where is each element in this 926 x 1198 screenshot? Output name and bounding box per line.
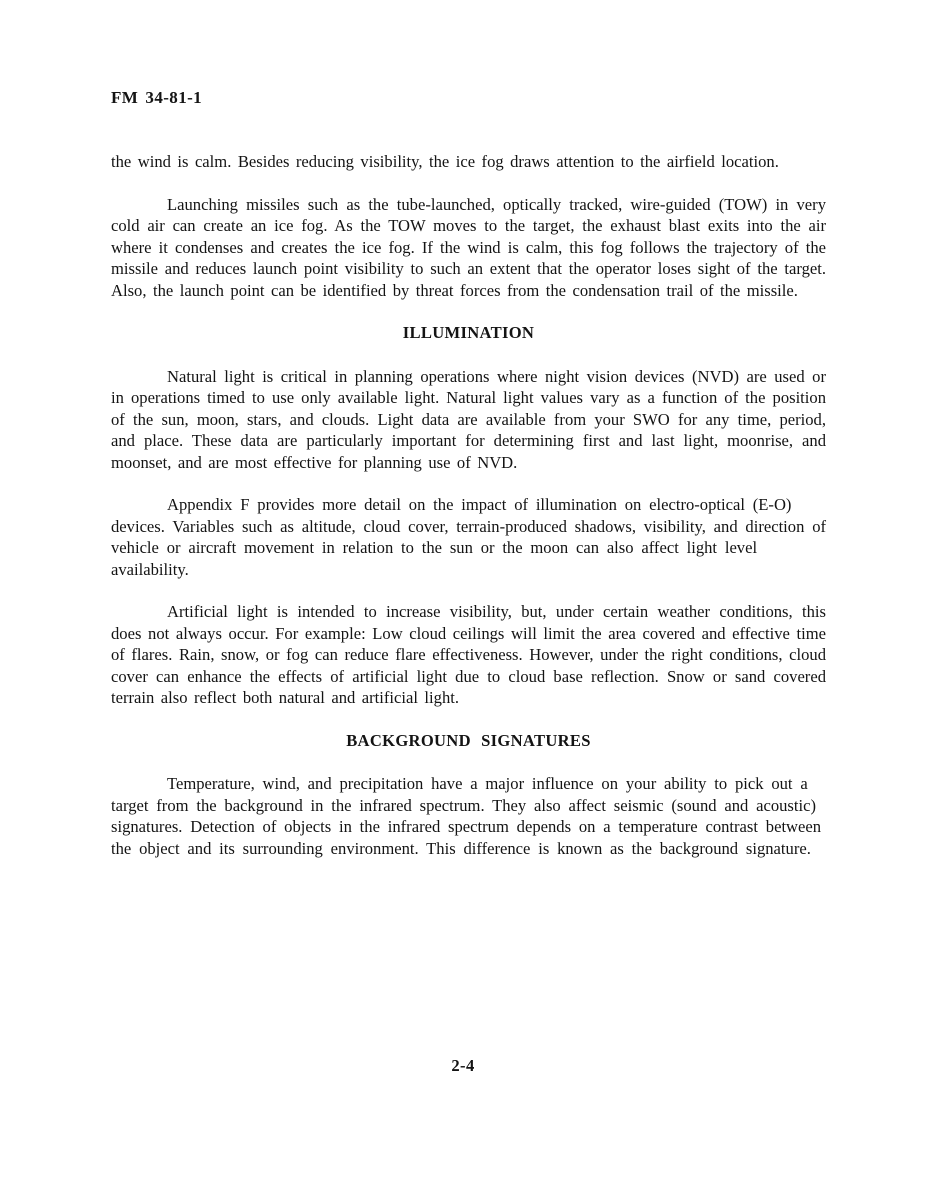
section-heading-background-signatures: BACKGROUND SIGNATURES: [346, 730, 591, 750]
document-header: FM 34-81-1: [111, 88, 203, 107]
section-heading-illumination: ILLUMINATION: [402, 323, 535, 342]
body-paragraph: Artificial light is intended to increase visibility, but, under certain weather conditions, this does not always occur. For example: Low cloud ceilings will limit the area covered and effective time of flares. Rain, snow, or fog can reduce flare effectiveness. However, under the right conditions, cloud cover can enhance the effects of artificial light due to cloud base reflection. Snow or sand covered terrain also reflect both natural and artificial light.: [111, 602, 826, 707]
body-paragraph: Temperature, wind, and precipitation have a major influence on your ability to pick out a target from the background in the infrared spectrum. They also affect seismic (sound and acoustic) signatures. Detection of objects in the infrared spectrum depends on a temperature contrast between the object and its surrounding environment. This difference is known as the background signature.: [111, 774, 822, 858]
body-paragraph: Natural light is critical in planning operations where night vision devices (NVD) are used or in operations timed to use only available light. Natural light values vary as a function of the position of the sun, moon, stars, and clouds. Light data are available from your SWO for any time, period, and place. These data are particularly important for determining first and last light, moonrise, and moonset, and are most effective for planning use of NVD.: [111, 366, 826, 472]
body-paragraph: the wind is calm. Besides reducing visibility, the ice fog draws attention to the airfield location.: [111, 152, 779, 171]
body-paragraph: Launching missiles such as the tube-launched, optically tracked, wire-guided (TOW) in very cold air can create an ice fog. As the TOW moves to the target, the exhaust blast exits into the air where it condenses and creates the ice fog. If the wind is calm, this fog follows the trajectory of the missile and reduces launch point visibility to such an extent that the operator loses sight of the target. Also, the launch point can be identified by threat forces from the condensation trail of the missile.: [111, 194, 826, 300]
body-paragraph: Appendix F provides more detail on the impact of illumination on electro-optical (E-O) devices. Variables such as altitude, cloud cover, terrain-produced shadows, visibility, and direction of vehicle or aircraft movement in relation to the sun or the moon can also affect light level availability.: [111, 495, 827, 579]
page-number: 2-4: [451, 1056, 475, 1075]
